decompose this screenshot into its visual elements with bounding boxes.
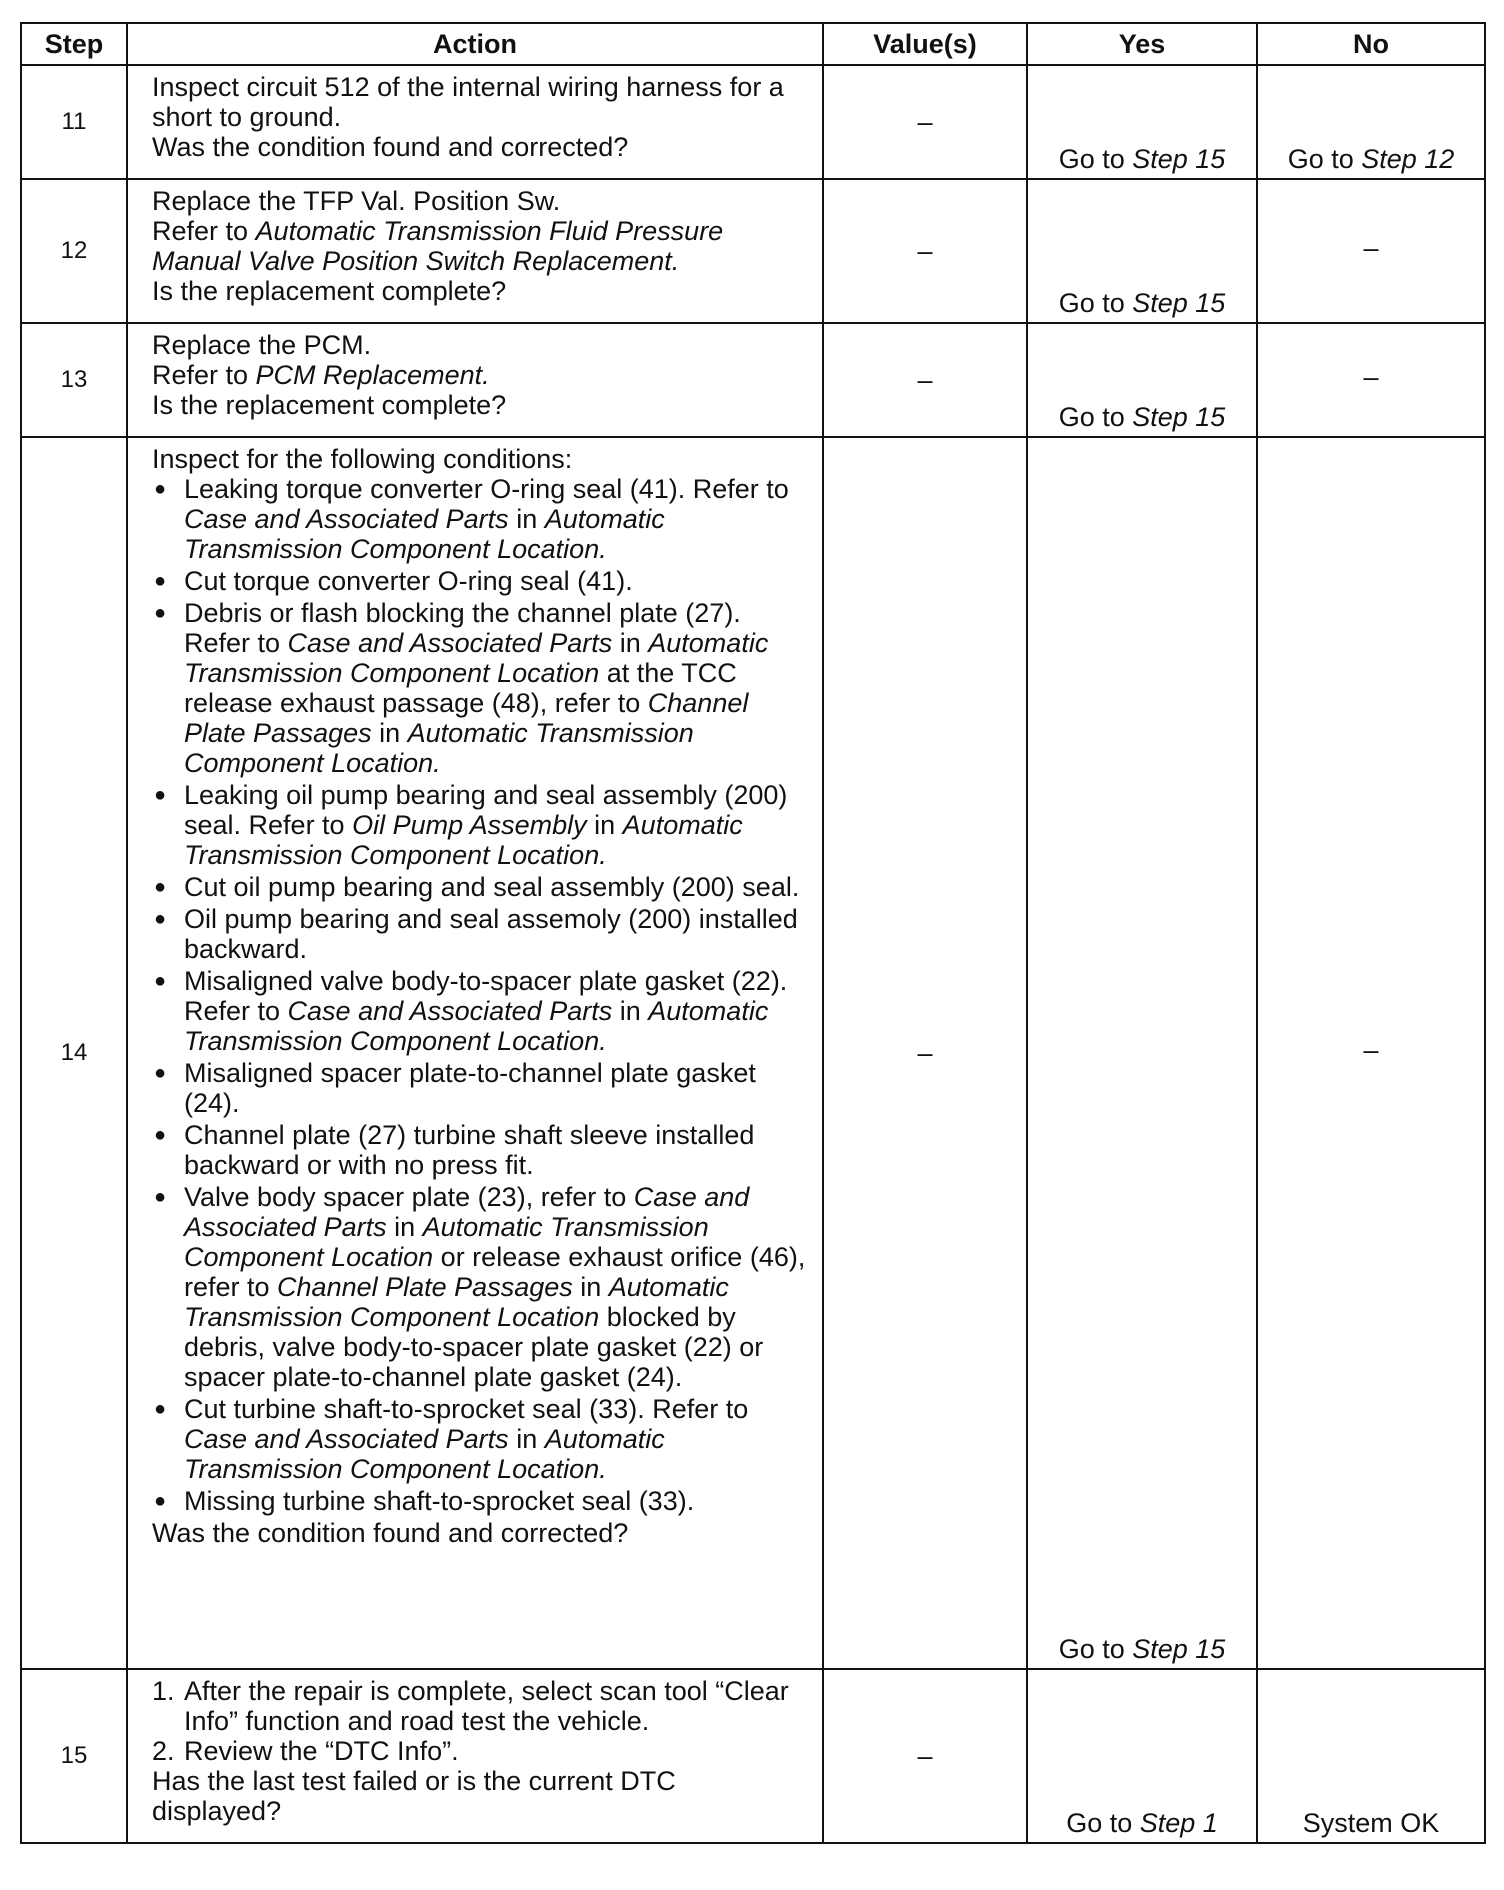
goto-prefix: Go to (1058, 1634, 1133, 1664)
yes-cell (1027, 437, 1257, 1669)
action-text: Replace the TFP Val. Position Sw. (152, 186, 561, 216)
goto-prefix: Go to (1287, 144, 1362, 174)
action-reference (152, 216, 808, 276)
item-text: After the repair is complete, select scan tool “Clear Info” function and road test the vehicle. (184, 1676, 789, 1736)
item-text: Missing turbine shaft-to-sprocket seal (33). (184, 1486, 695, 1516)
action-text: Inspect circuit 512 of the internal wiring harness for a short to ground. (152, 72, 784, 132)
action-question: Is the replacement complete? (152, 276, 507, 306)
table-row-step-11 (21, 65, 1485, 179)
header-no: No (1257, 23, 1485, 65)
list-item (152, 904, 808, 964)
reference-link: Case and Associated Parts (184, 1424, 509, 1454)
item-text: in (371, 718, 408, 748)
step-number: 14 (21, 437, 127, 1669)
table-row-step-15 (21, 1669, 1485, 1843)
item-text: Misaligned spacer plate-to-channel plate gasket (24). (184, 1058, 756, 1118)
item-text: Valve body spacer plate (23), refer to (184, 1182, 634, 1212)
no-cell (1257, 437, 1485, 1669)
item-text: Oil pump bearing and seal assemoly (200) installed backward. (184, 904, 798, 964)
reference-link: Automatic Transmission Component Location. (184, 810, 743, 870)
item-text: Misaligned valve body-to-spacer plate gasket (22). Refer to (184, 966, 788, 1026)
list-item (152, 1058, 808, 1118)
action-cell (127, 437, 823, 1669)
yes-goto (1028, 144, 1256, 174)
action-cell (127, 179, 823, 323)
no-goto (1258, 144, 1484, 174)
yes-goto (1028, 402, 1256, 432)
table-row-step-14 (21, 437, 1485, 1669)
step-number: 13 (21, 323, 127, 437)
refer-prefix: Refer to (152, 360, 256, 390)
no-cell (1257, 323, 1485, 437)
reference-link: Automatic Transmission Component Location. (184, 718, 694, 778)
item-text: Cut torque converter O-ring seal (41). (184, 566, 633, 596)
action-question: Is the replacement complete? (152, 390, 507, 420)
action-cell (127, 65, 823, 179)
item-text: Leaking torque converter O-ring seal (41). Refer to (184, 474, 789, 504)
item-text: Channel plate (27) turbine shaft sleeve installed backward or with no press fit. (184, 1120, 755, 1180)
step-number: 15 (21, 1669, 127, 1843)
item-text: at the TCC release exhaust passage (48), refer to (184, 658, 737, 718)
list-item (152, 598, 808, 778)
goto-step-link: Step 1 (1139, 1808, 1218, 1838)
yes-goto (1028, 1808, 1256, 1838)
reference-link: Channel Plate Passages (184, 688, 749, 748)
header-action: Action (127, 23, 823, 65)
list-item (152, 780, 808, 870)
list-number: 1. (152, 1676, 175, 1706)
procedure-list (152, 1676, 808, 1766)
list-item (152, 1120, 808, 1180)
reference-link: Automatic Transmission Component Location. (184, 1424, 665, 1484)
diagnostic-table (20, 22, 1486, 1844)
reference-link: Channel Plate Passages (277, 1272, 573, 1302)
reference-link: PCM Replacement. (255, 360, 490, 390)
list-item (152, 566, 808, 596)
value-cell: – (823, 179, 1027, 323)
item-text: in (572, 1272, 609, 1302)
no-value: – (1363, 1035, 1379, 1065)
item-text: in (612, 628, 649, 658)
value-cell: – (823, 65, 1027, 179)
yes-cell (1027, 65, 1257, 179)
step-number: 12 (21, 179, 127, 323)
reference-link: Automatic Transmission Component Location (184, 628, 769, 688)
reference-link: Case and Associated Parts (184, 504, 509, 534)
yes-goto (1028, 288, 1256, 318)
item-text: Review the “DTC Info”. (184, 1736, 459, 1766)
goto-prefix: Go to (1066, 1808, 1140, 1838)
step-number: 11 (21, 65, 127, 179)
goto-prefix: Go to (1058, 288, 1133, 318)
no-cell (1257, 1669, 1485, 1843)
action-intro: Inspect for the following conditions: (152, 444, 573, 474)
value-cell: – (823, 437, 1027, 1669)
action-question: Was the condition found and corrected? (152, 1518, 629, 1548)
table-row-step-12 (21, 179, 1485, 323)
action-cell (127, 1669, 823, 1843)
goto-step-link: Step 15 (1132, 402, 1226, 432)
item-text: in (508, 1424, 545, 1454)
yes-cell (1027, 1669, 1257, 1843)
yes-cell (1027, 179, 1257, 323)
reference-link: Case and Associated Parts (287, 628, 613, 658)
goto-prefix: Go to (1058, 402, 1133, 432)
header-values: Value(s) (823, 23, 1027, 65)
action-question: Has the last test failed or is the current DTC displayed? (152, 1766, 676, 1826)
reference-link: Automatic Transmission Component Location (184, 1212, 709, 1272)
list-item (152, 1182, 808, 1392)
action-reference (152, 360, 808, 390)
item-text: or release exhaust orifice (46), refer to (184, 1242, 806, 1302)
goto-step-link: Step 15 (1132, 288, 1226, 318)
goto-step-link: Step 15 (1132, 1634, 1226, 1664)
reference-link: Case and Associated Parts (287, 996, 613, 1026)
item-text: Leaking oil pump bearing and seal assembly (200) seal. Refer to (184, 780, 788, 840)
list-number: 2. (152, 1736, 175, 1766)
item-text: Cut oil pump bearing and seal assembly (200) seal. (184, 872, 800, 902)
no-value: – (1363, 233, 1379, 263)
value-cell: – (823, 1669, 1027, 1843)
item-text: blocked by debris, valve body-to-spacer plate gasket (22) or spacer plate-to-channel plate gasket (24). (184, 1302, 764, 1392)
yes-goto (1028, 1634, 1256, 1664)
list-item (152, 1676, 808, 1736)
no-cell (1257, 179, 1485, 323)
list-item (152, 1736, 808, 1766)
reference-link: Automatic Transmission Component Location. (184, 996, 769, 1056)
list-item (152, 474, 808, 564)
action-text: Replace the PCM. (152, 330, 372, 360)
no-value: System OK (1302, 1808, 1440, 1838)
reference-link: Automatic Transmission Component Location. (184, 504, 665, 564)
item-text: in (508, 504, 545, 534)
item-text: in (586, 810, 623, 840)
table-row-step-13 (21, 323, 1485, 437)
action-question: Was the condition found and corrected? (152, 132, 629, 162)
reference-link: Case and Associated Parts (184, 1182, 750, 1242)
action-cell (127, 323, 823, 437)
goto-prefix: Go to (1058, 144, 1133, 174)
goto-step-link: Step 12 (1361, 144, 1455, 174)
header-yes: Yes (1027, 23, 1257, 65)
no-value: – (1363, 362, 1379, 392)
item-text: Debris or flash blocking the channel plate (27). Refer to (184, 598, 741, 658)
item-text: in (386, 1212, 423, 1242)
list-item (152, 1486, 808, 1516)
item-text: Cut turbine shaft-to-sprocket seal (33). Refer to (184, 1394, 749, 1424)
refer-prefix: Refer to (152, 216, 256, 246)
reference-link: Automatic Transmission Fluid Pressure Manual Valve Position Switch Replacement. (152, 216, 724, 276)
list-item (152, 872, 808, 902)
goto-step-link: Step 15 (1132, 144, 1226, 174)
yes-cell (1027, 323, 1257, 437)
list-item (152, 966, 808, 1056)
reference-link: Oil Pump Assembly (352, 810, 587, 840)
no-cell (1257, 65, 1485, 179)
list-item (152, 1394, 808, 1484)
reference-link: Automatic Transmission Component Location (184, 1272, 729, 1332)
item-text: in (612, 996, 649, 1026)
header-row (21, 23, 1485, 65)
condition-list (152, 474, 808, 1516)
value-cell: – (823, 323, 1027, 437)
header-step: Step (21, 23, 127, 65)
